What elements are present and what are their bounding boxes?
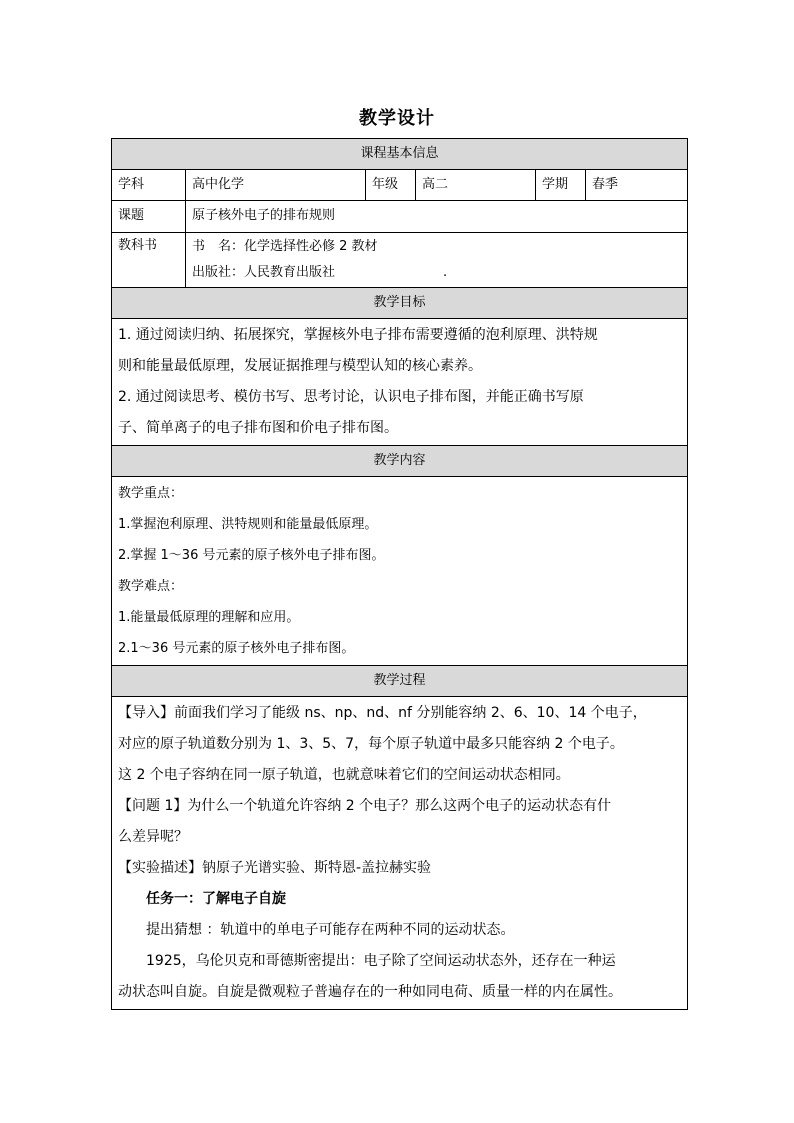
- section-objectives: 教学目标: [112, 288, 688, 319]
- subject-label: 学科: [112, 170, 186, 201]
- publisher: 出版社：人民教育出版社: [192, 265, 336, 280]
- question-line: 【问题 1】为什么一个轨道允许容纳 2 个电子？那么这两个电子的运动状态有什: [118, 798, 612, 814]
- section-basic-info: 课程基本信息: [112, 139, 688, 170]
- objective-line: 2. 通过阅读思考、模仿书写、思考讨论，认识电子排布图，并能正确书写原: [118, 389, 584, 405]
- textbook-label: [112, 233, 186, 288]
- textbook-info: [186, 233, 688, 288]
- objectives-cell: [112, 319, 688, 446]
- difficulty: 1.能量最低原理的理解和应用。: [118, 610, 300, 625]
- intro-line: 对应的原子轨道数分别为 1、3、5、7，每个原子轨道中最多只能容纳 2 个电子。: [118, 736, 624, 752]
- textbook-label-text: 教科书: [118, 238, 158, 253]
- topic-label: 课题: [112, 201, 186, 233]
- objective-line: 则和能量最低原理，发展证据推理与模型认知的核心素养。: [118, 358, 482, 374]
- section-content: 教学内容: [112, 446, 688, 477]
- topic-value: 原子核外电子的排布规则: [186, 201, 688, 233]
- intro-line: 【导入】前面我们学习了能级 ns、np、nd、nf 分别能容纳 2、6、10、14 个电子，: [118, 705, 647, 721]
- lesson-plan-table: [111, 138, 688, 1010]
- book-name: 书 名：化学选择性必修 2 教材: [192, 239, 378, 254]
- section-process: 教学过程: [112, 666, 688, 697]
- publisher-dot: .: [443, 265, 448, 280]
- key-point: 1.掌握泡利原理、洪特规则和能量最低原理。: [118, 517, 378, 532]
- grade-label: 年级: [366, 170, 416, 201]
- history-line: 1925，乌伦贝克和哥德斯密提出：电子除了空间运动状态外，还存在一种运: [146, 953, 616, 969]
- task-title: 任务一：了解电子自旋: [146, 891, 286, 907]
- intro-line: 这 2 个电子容纳在同一原子轨道，也就意味着它们的空间运动状态相同。: [118, 767, 570, 783]
- publisher-line: [192, 260, 681, 286]
- key-point: 2.掌握 1～36 号元素的原子核外电子排布图。: [118, 548, 385, 563]
- subject-value: 高中化学: [186, 170, 366, 201]
- experiment-line: 【实验描述】钠原子光谱实验、斯特恩-盖拉赫实验: [118, 860, 432, 876]
- hypothesis-line: 提出猜想 ：轨道中的单电子可能存在两种不同的运动状态。: [146, 922, 515, 938]
- difficulties-label: 教学难点：: [118, 579, 184, 594]
- grade-value: 高二: [416, 170, 536, 201]
- objective-line: 子、简单离子的电子排布图和价电子排布图。: [118, 420, 398, 436]
- term-label: 学期: [536, 170, 586, 201]
- term-value: 春季: [586, 170, 688, 201]
- objective-line: 1. 通过阅读归纳、拓展探究，掌握核外电子排布需要遵循的泡利原理、洪特规: [118, 327, 598, 343]
- process-cell: [112, 697, 688, 1010]
- history-line: 动状态叫自旋。自旋是微观粒子普遍存在的一种如同电荷、质量一样的内在属性。: [118, 984, 622, 1000]
- content-cell: [112, 477, 688, 666]
- question-line: 么差异呢？: [118, 829, 188, 845]
- key-points-label: 教学重点：: [118, 486, 184, 501]
- page-title: 教学设计: [359, 108, 435, 129]
- difficulty: 2.1～36 号元素的原子核外电子排布图。: [118, 641, 355, 656]
